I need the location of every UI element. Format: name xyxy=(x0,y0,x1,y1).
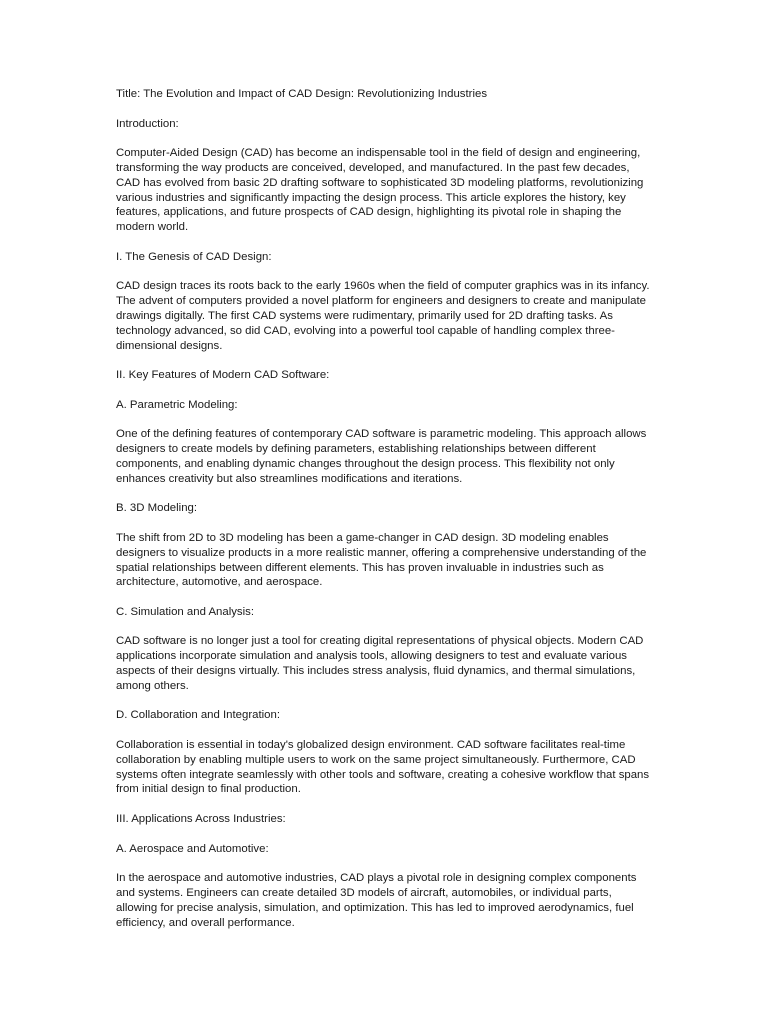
subsection-collaboration-heading: D. Collaboration and Integration: xyxy=(116,709,281,722)
section-key-features-heading: II. Key Features of Modern CAD Software: xyxy=(116,369,330,382)
subsection-collaboration-paragraph: Collaboration is essential in today's globalized design environment. CAD software facilitates real-time collaboration by enabling multiple users to work on the same project simultaneously. Furthermore, CAD systems often integrate seamlessly with other tools and software, creating a cohesive workflow that spans from initial design to final production. xyxy=(116,739,650,796)
subsection-parametric-paragraph: One of the defining features of contemporary CAD software is parametric modeling. This approach allows designers to create models by defining parameters, establishing relationships between different components, and enabling dynamic changes throughout the design process. This flexibility not only enhances creativity but also streamlines modifications and iterations. xyxy=(116,428,647,485)
section-genesis-paragraph: CAD design traces its roots back to the early 1960s when the field of computer graphics was in its infancy. The advent of computers provided a novel platform for engineers and designers to create and manipulate drawings digitally. The first CAD systems were rudimentary, primarily used for 2D drafting tasks. As technology advanced, so did CAD, evolving into a powerful tool capable of handling complex three-dimensional designs. xyxy=(116,280,650,352)
document-body xyxy=(116,87,656,945)
subsection-aerospace-heading: A. Aerospace and Automotive: xyxy=(116,842,269,855)
section-applications-heading: III. Applications Across Industries: xyxy=(116,813,286,826)
section-genesis-heading: I. The Genesis of CAD Design: xyxy=(116,250,272,263)
subsection-3d-heading: B. 3D Modeling: xyxy=(116,502,198,515)
subsection-3d-paragraph: The shift from 2D to 3D modeling has been a game-changer in CAD design. 3D modeling enables designers to visualize products in a more realistic manner, offering a comprehensive understanding of the spatial relationships between different elements. This has proven invaluable in industries such as architecture, automotive, and aerospace. xyxy=(116,531,647,589)
subsection-parametric-heading: A. Parametric Modeling: xyxy=(116,398,238,411)
document-title: Title: The Evolution and Impact of CAD Design: Revolutionizing Industries xyxy=(116,88,488,100)
introduction-heading: Introduction: xyxy=(116,117,179,130)
introduction-paragraph: Computer-Aided Design (CAD) has become an indispensable tool in the field of design and engineering, transforming the way products are conceived, developed, and manufactured. In the past few decades, CAD has evolved from basic 2D drafting software to sophisticated 3D modeling platforms, revolutionizing various industries and significantly impacting the design process. This article explores the history, key features, applications, and future prospects of CAD design, highlighting its pivotal role in shaping the modern world. xyxy=(116,147,644,234)
subsection-simulation-heading: C. Simulation and Analysis: xyxy=(116,605,255,618)
subsection-simulation-paragraph: CAD software is no longer just a tool for creating digital representations of physical objects. Modern CAD applications incorporate simulation and analysis tools, allowing designers to test and evaluate various aspects of their designs virtually. This includes stress analysis, fluid dynamics, and thermal simulations, among others. xyxy=(116,635,644,692)
subsection-aerospace-paragraph: In the aerospace and automotive industries, CAD plays a pivotal role in designing complex components and systems. Engineers can create detailed 3D models of aircraft, automobiles, or individual parts, allowing for precise analysis, simulation, and optimization. This has led to improved aerodynamics, fuel efficiency, and overall performance. xyxy=(116,872,637,929)
